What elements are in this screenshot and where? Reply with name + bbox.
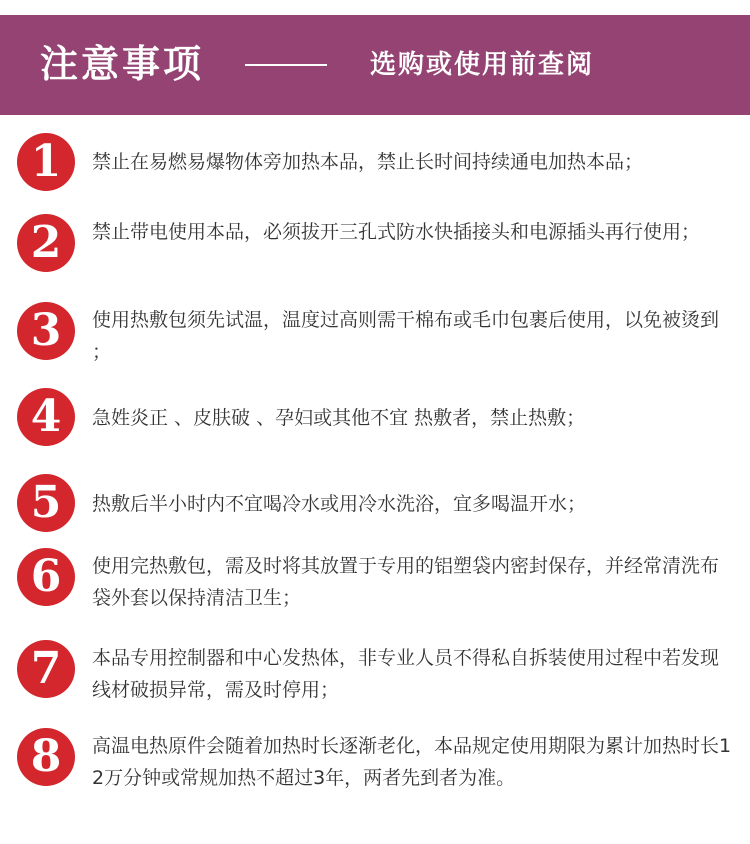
header-dash-divider — [245, 64, 327, 66]
notice-text-6: 使用完热敷包，需及时将其放置于专用的铝塑袋内密封保存，并经常清洗布袋外套以保持清洁卫生； — [92, 555, 720, 609]
notice-text-4: 急姓炎正 、皮肤破 、孕妇或其他不宜 热敷者，禁止热敷； — [92, 407, 586, 429]
header-title: 注意事项 — [40, 42, 205, 86]
notice-text-5: 热敷后半小时内不宜喝冷水或用冷水洗浴，宜多喝温开水； — [92, 493, 587, 515]
number-badge-2: 2 — [17, 214, 75, 272]
number-badge-1: 1 — [17, 133, 75, 191]
notice-text-8: 高温电热原件会随着加热时长逐渐老化，本品规定使用期限为累计加热时长12万分钟或常规加热不超过3年，两者先到者为准。 — [92, 735, 732, 789]
number-badge-8: 8 — [17, 728, 75, 786]
notice-text-3: 使用热敷包须先试温，温度过高则需干棉布或毛巾包裹后使用，以免被烫到 ； — [92, 309, 720, 363]
number-badge-5: 5 — [17, 474, 75, 532]
number-badge-6: 6 — [17, 548, 75, 606]
number-badge-4: 4 — [17, 388, 75, 446]
notice-text-1: 禁止在易燃易爆物体旁加热本品，禁止长时间持续通电加热本品； — [92, 151, 644, 173]
number-badge-7: 7 — [17, 640, 75, 698]
notice-text-7: 本品专用控制器和中心发热体，非专业人员不得私自拆装使用过程中若发现线材破损异常，需及时停用； — [92, 647, 720, 701]
number-badge-3: 3 — [17, 302, 75, 360]
notice-text-2: 禁止带电使用本品，必须拔开三孔式防水快插接头和电源插头再行使用； — [92, 221, 701, 243]
notice-header — [0, 15, 750, 115]
header-subtitle: 选购或使用前查阅 — [370, 50, 595, 80]
